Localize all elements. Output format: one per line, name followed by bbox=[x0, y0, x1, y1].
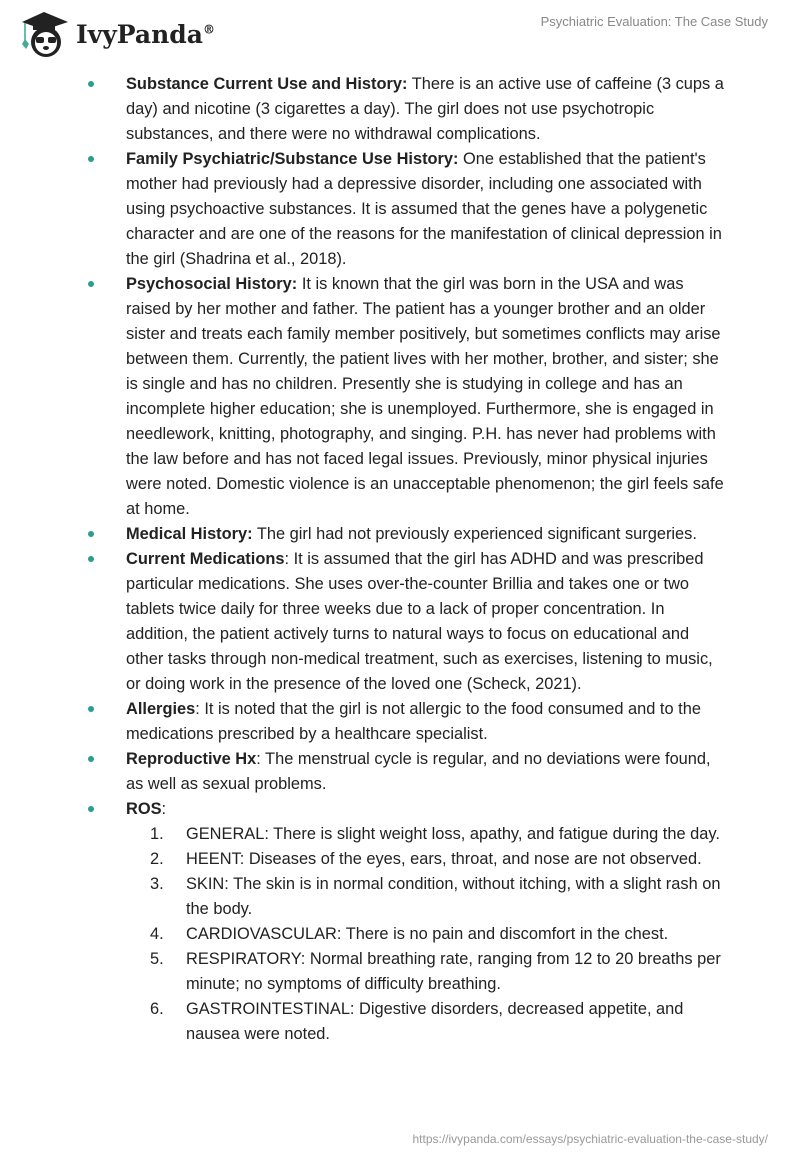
item-label: Medical History: bbox=[126, 525, 253, 543]
item-label: Family Psychiatric/Substance Use History: bbox=[126, 150, 459, 168]
list-item bbox=[88, 72, 728, 147]
ros-text: SKIN: The skin is in normal condition, without itching, with a slight rash on the body. bbox=[186, 875, 721, 918]
bullet-icon bbox=[88, 281, 94, 287]
ros-text: GASTROINTESTINAL: Digestive disorders, decreased appetite, and nausea were noted. bbox=[186, 1000, 684, 1043]
item-label: Reproductive Hx bbox=[126, 750, 257, 768]
item-label: Current Medications bbox=[126, 550, 285, 568]
item-label: Allergies bbox=[126, 700, 196, 718]
ros-text: HEENT: Diseases of the eyes, ears, throat, and nose are not observed. bbox=[186, 850, 702, 868]
ros-number: 5. bbox=[150, 950, 164, 968]
bullet-icon bbox=[88, 806, 94, 812]
ros-list bbox=[126, 822, 728, 1047]
list-item bbox=[88, 522, 728, 547]
list-item bbox=[88, 697, 728, 747]
item-text: : The menstrual cycle is regular, and no deviations were found, as well as sexual problems. bbox=[126, 750, 711, 793]
list-item bbox=[88, 147, 728, 272]
ros-item bbox=[126, 997, 728, 1047]
document-title: Psychiatric Evaluation: The Case Study bbox=[540, 14, 768, 29]
ros-item bbox=[126, 872, 728, 922]
item-text: : bbox=[161, 800, 167, 818]
bullet-icon bbox=[88, 81, 94, 87]
ros-number: 4. bbox=[150, 925, 164, 943]
item-text: There is an active use of caffeine (3 cups a day) and nicotine (3 cigarettes a day). The girl does not use psychotropic substances, and there were no withdrawal complications. bbox=[126, 75, 724, 143]
brand-name: IvyPanda® bbox=[76, 19, 215, 49]
list-item bbox=[88, 272, 728, 522]
ros-text: GENERAL: There is slight weight loss, apathy, and fatigue during the day. bbox=[186, 825, 720, 843]
bullet-icon bbox=[88, 531, 94, 537]
item-text: : It is noted that the girl is not allergic to the food consumed and to the medications prescribed by a healthcare specialist. bbox=[126, 700, 701, 743]
list-item bbox=[88, 747, 728, 797]
history-list bbox=[88, 72, 728, 1047]
ivypanda-logo[interactable] bbox=[18, 8, 215, 60]
ros-text: RESPIRATORY: Normal breathing rate, ranging from 12 to 20 breaths per minute; no symptoms of difficulty breathing. bbox=[186, 950, 721, 993]
list-item bbox=[88, 797, 728, 1047]
item-label: Substance Current Use and History: bbox=[126, 75, 408, 93]
bullet-icon bbox=[88, 156, 94, 162]
item-text: One established that the patient's mother had previously had a depressive disorder, including one associated with using psychoactive substances. It is assumed that the genes have a polygenetic character and are one of the reasons for the manifestation of clinical depression in the girl (Shadrina et al., 2018). bbox=[126, 150, 722, 268]
item-label: ROS bbox=[126, 800, 162, 818]
ros-number: 3. bbox=[150, 875, 164, 893]
bullet-icon bbox=[88, 556, 94, 562]
ros-text: CARDIOVASCULAR: There is no pain and discomfort in the chest. bbox=[186, 925, 669, 943]
item-text: The girl had not previously experienced significant surgeries. bbox=[252, 525, 697, 543]
source-url-link[interactable]: https://ivypanda.com/essays/psychiatric-evaluation-the-case-study/ bbox=[412, 1132, 768, 1146]
item-text: It is known that the girl was born in the USA and was raised by her mother and father. The patient has a younger brother and an older sister and treats each family member positively, but sometimes conflicts may arise between them. Currently, the patient lives with her mother, brother, and sister; she is single and has no children. Presently she is studying in college and has an incomplete higher education; she is unemployed. Furthermore, she is engaged in needlework, knitting, photography, and singing. P.H. has never had problems with the law before and has not faced legal issues. Previously, minor physical injuries were noted. Domestic violence is an unacceptable phenomenon; the girl feels safe at home. bbox=[126, 275, 724, 518]
ros-number: 2. bbox=[150, 850, 164, 868]
panda-logo-icon bbox=[18, 8, 70, 60]
ros-number: 6. bbox=[150, 1000, 164, 1018]
bullet-icon bbox=[88, 756, 94, 762]
bullet-icon bbox=[88, 706, 94, 712]
item-text: : It is assumed that the girl has ADHD and was prescribed particular medications. She uses over-the-counter Brillia and takes one or two tablets twice daily for three weeks due to a lack of proper concentration. In addition, the patient actively turns to natural ways to focus on educational and other tasks through non-medical treatment, such as exercises, listening to music, or doing work in the presence of the loved one (Scheck, 2021). bbox=[126, 550, 713, 693]
ros-item bbox=[126, 822, 728, 847]
ros-item bbox=[126, 947, 728, 997]
ros-item bbox=[126, 847, 728, 872]
item-label: Psychosocial History: bbox=[126, 275, 298, 293]
document-body bbox=[88, 72, 728, 1047]
ros-number: 1. bbox=[150, 825, 164, 843]
ros-item bbox=[126, 922, 728, 947]
list-item bbox=[88, 547, 728, 697]
